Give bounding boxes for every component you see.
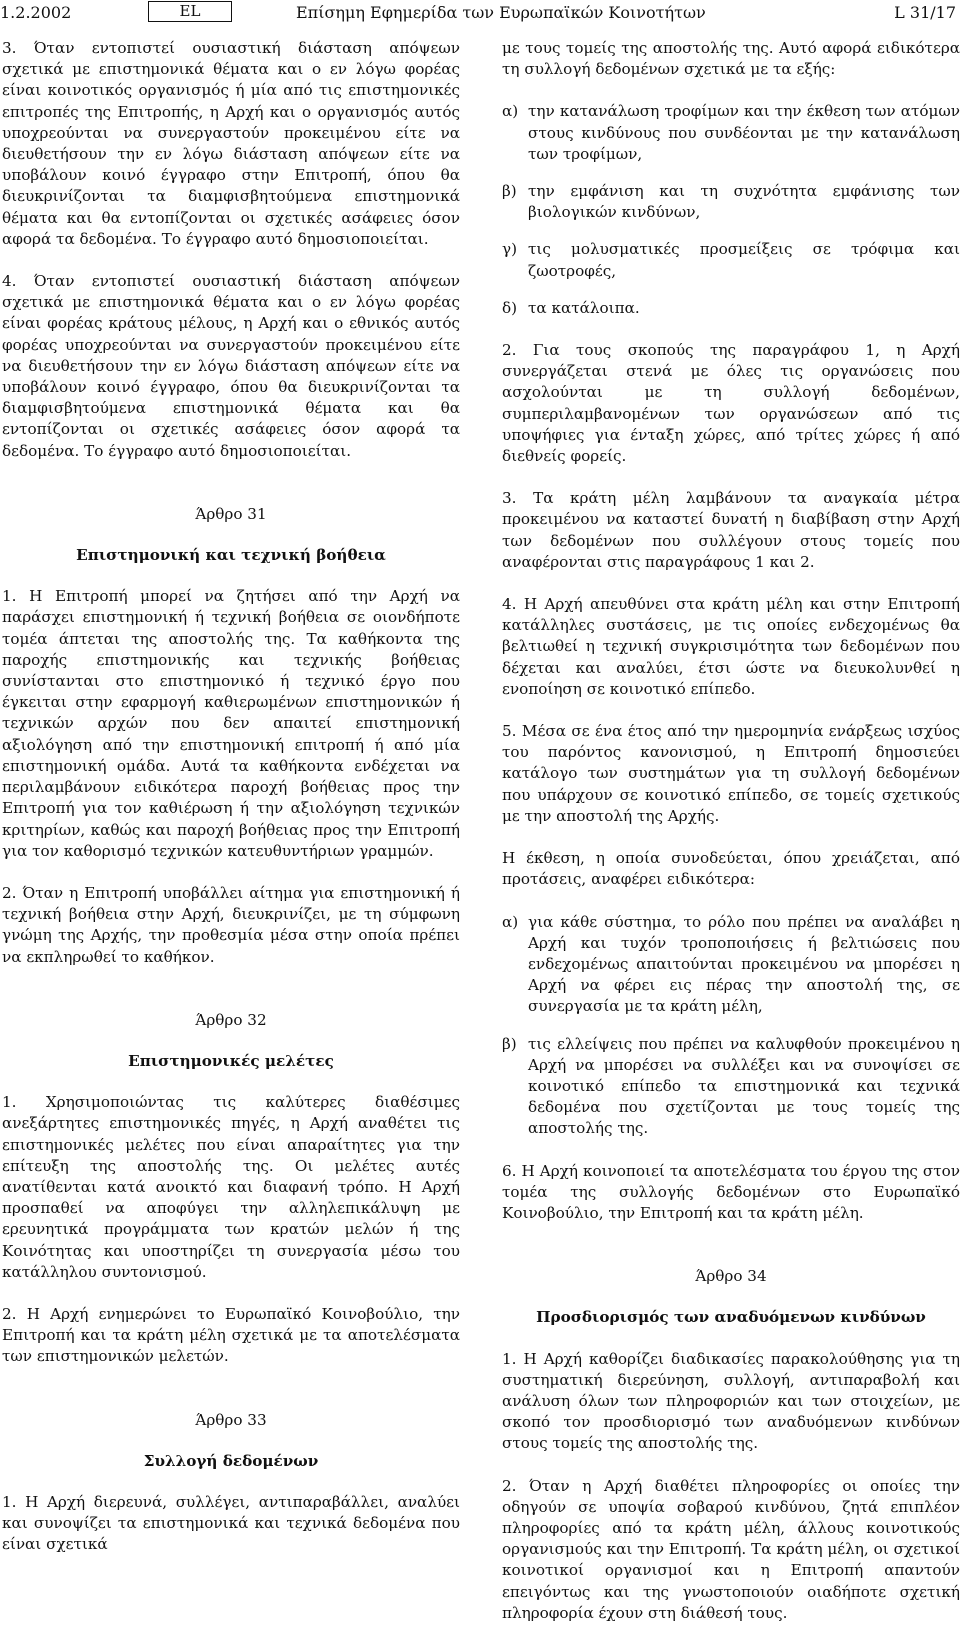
list-item [502,1034,960,1140]
right-column [502,38,960,1645]
journal-title: Επίσημη Εφημερίδα των Ευρωπαϊκών Κοινοτήτων [296,3,706,22]
article-31-title: Επιστημονική και τεχνική βοήθεια [76,546,386,565]
data-collection-list [502,101,960,319]
paragraph-33-4: 4. Η Αρχή απευθύνει στα κράτη μέλη και στην Επιτροπή κατάλληλες συστάσεις, με τις οποίες ενδεχομένως θα βελτιωθεί η τεχνική συγκρισιμότητα των δεδομένων που δέχεται και αναλύει, έτσι ώστε να διευκολυνθεί η ενοποίηση σε κοινοτικό επίπεδο. [502,595,960,698]
paragraph-33-6: 6. Η Αρχή κοινοποιεί τα αποτελέσματα του έργου της στον τομέα της συλλογής δεδομένων στο Ευρωπαϊκό Κοινοβούλιο, την Επιτροπή και τα κράτη μέλη. [502,1161,960,1222]
paragraph-30-3: 3. Όταν εντοπιστεί ουσιαστική διάσταση απόψεων σχετικά με επιστημονικά θέματα και ο εν λόγω φορέας είναι κοινοτικός οργανισμός ή μία από τις επιστημονικές επιτροπές της Επιτροπής, η Αρχή και ο οργανισμός αυτός υποχρεούνται να συνεργαστούν προκειμένου είτε να διευθετήσουν την εν λόγω διάσταση απόψεων είτε να υποβάλουν κοινό έγγραφο στην Επιτροπή, όπου θα διευκρινίζονται τα διαμφισβητούμενα επιστημονικά θέματα και θα εντοπίζονται οι σχετικές ασάφειες όσον αφορά τα δεδομένα. Το έγγραφο αυτό δημοσιοποιείται. [2,39,460,248]
article-34-title: Προσδιορισμός των αναδυόμενων κινδύνων [536,1308,926,1327]
list-item-text: τα κατάλοιπα. [528,298,640,317]
paragraph-33-1-continued: με τους τομείς της αποστολής της. Αυτό αφορά ειδικότερα τη συλλογή δεδομένων σχετικά με τα εξής: [502,39,960,79]
left-column [2,38,460,1577]
paragraph-33-2: 2. Για τους σκοπούς της παραγράφου 1, η Αρχή συνεργάζεται στενά με όλες τις οργανώσεις που ασχολούνται με τη συλλογή δεδομένων, συμπεριλαμβανομένων των οργανώσεων από τις υποψήφιες για ένταξη χώρες, από τρίτες χώρες ή από διεθνείς φορείς. [502,341,960,466]
issue-date: 1.2.2002 [0,3,72,22]
article-34-number: Άρθρο 34 [695,1267,767,1286]
paragraph-34-2: 2. Όταν η Αρχή διαθέτει πληροφορίες οι οποίες την οδηγούν σε υποψία σοβαρού κινδύνου, ζητά επιπλέον πληροφορίες από τα κράτη μέλη, άλλους κοινοτικούς οργανισμούς και την Επιτροπή. Τα κράτη μέλη, οι σχετικοί κοινοτικοί οργανισμοί και η Επιτροπή απαντούν επειγόντως και της γνωστοποιούν οιαδήποτε σχετική πληροφορία έχουν στη διάθεσή τους. [502,1476,960,1622]
list-item [502,101,960,165]
paragraph-32-1: 1. Χρησιμοποιώντας τις καλύτερες διαθέσιμες ανεξάρτητες επιστημονικές πηγές, η Αρχή αναθέτει τις επιστημονικές μελέτες που είναι απαραίτητες για την επίτευξη της αποστολής της. Οι μελέτες αυτές ανατίθενται κατά ανοικτό και διαφανή τρόπο. Η Αρχή προσπαθεί να αποφύγει την αλληλεπικάλυψη με ερευνητικά προγράμματα των κρατών μελών ή της Κοινότητας και υποστηρίζει τη συνεργασία μέσω του κατάλληλου συντονισμού. [2,1093,460,1281]
list-item [502,181,960,223]
report-list [502,912,960,1140]
page-reference: L 31/17 [894,3,956,22]
paragraph-33-1: 1. Η Αρχή διερευνά, συλλέγει, αντιπαραβάλλει, αναλύει και συνοψίζει τα επιστημονικά και τεχνικά δεδομένα που είναι σχετικά [2,1492,460,1554]
list-item-label: α) [502,912,519,931]
paragraph-32-2: 2. Η Αρχή ενημερώνει το Ευρωπαϊκό Κοινοβούλιο, την Επιτροπή και τα κράτη μέλη σχετικά με τα αποτελέσματα των επιστημονικών μελετών. [2,1304,460,1366]
paragraph-31-2: 2. Όταν η Επιτροπή υποβάλλει αίτημα για επιστημονική ή τεχνική βοήθεια στην Αρχή, διευκρινίζει, με τη σύμφωνη γνώμη της Αρχής, την προθεσμία μέσα στην οποία πρέπει να εκπληρωθεί το καθήκον. [2,883,460,966]
list-item-label: α) [502,102,519,121]
paragraph-33-3: 3. Τα κράτη μέλη λαμβάνουν τα αναγκαία μέτρα προκειμένου να καταστεί δυνατή η διαβίβαση στην Αρχή των δεδομένων που συλλέγουν στους τομείς που αναφέρονται στις παραγράφους 1 και 2. [502,489,960,571]
list-item-label: β) [502,1034,517,1053]
list-item-text: την κατανάλωση τροφίμων και την έκθεση των ατόμων στους κινδύνους που συνδέονται με την κατανάλωση των τροφίμων, [528,102,960,163]
paragraph-33-5: 5. Μέσα σε ένα έτος από την ημερομηνία ενάρξεως ισχύος του παρόντος κανονισμού, η Επιτροπή δημοσιεύει κατάλογο των συστημάτων για τη συλλογή δεδομένων που υπάρχουν σε κοινοτικό επίπεδο, σε τομείς σχετικούς με την αποστολή της Αρχής. [502,722,960,825]
list-item-text: για κάθε σύστημα, το ρόλο που πρέπει να αναλάβει η Αρχή και τυχόν τροποποιήσεις ή βελτιώσεις που ενδεχομένως απαιτούνται προκειμένου να μπορέσει η Αρχή να φέρει εις πέρας την αποστολή της, σε συνεργασία με τα κράτη μέλη, [528,912,960,1016]
list-item [502,298,960,319]
article-31-number: Άρθρο 31 [195,504,267,523]
paragraph-30-4: 4. Όταν εντοπιστεί ουσιαστική διάσταση απόψεων σχετικά με επιστημονικά θέματα και ο εν λόγω φορέας είναι φορέας κράτους μέλους, η Αρχή και ο εθνικός αυτός φορέας υποχρεούνται να συνεργαστούν προκειμένου είτε να διευθετήσουν την εν λόγω διάσταση απόψεων είτε να υποβάλουν κοινό έγγραφο, όπου θα διευκρινίζονται τα διαμφισβητούμενα επιστημονικά θέματα και θα εντοπίζονται οι σχετικές ασάφειες όσον αφορά τα δεδομένα. Το έγγραφο αυτό δημοσιοποιείται. [2,272,460,460]
list-item-text: την εμφάνιση και τη συχνότητα εμφάνισης των βιολογικών κινδύνων, [528,182,960,222]
list-item [502,912,960,1018]
list-item-label: δ) [502,298,518,317]
list-item [502,239,960,281]
article-32-number: Άρθρο 32 [195,1010,267,1029]
article-33-number: Άρθρο 33 [195,1410,267,1429]
language-box: EL [148,1,232,22]
report-intro: Η έκθεση, η οποία συνοδεύεται, όπου χρειάζεται, από προτάσεις, αναφέρει ειδικότερα: [502,849,960,889]
article-32-title: Επιστημονικές μελέτες [128,1051,334,1070]
list-item-label: γ) [502,240,518,259]
page-header [0,0,960,24]
article-33-title: Συλλογή δεδομένων [143,1451,319,1470]
list-item-label: β) [502,182,517,201]
paragraph-34-1: 1. Η Αρχή καθορίζει διαδικασίες παρακολούθησης για τη συστηματική διερεύνηση, συλλογή, αντιπαραβολή και ανάλυση όλων των πληροφοριών και των στοιχείων, με σκοπό τον προσδιορισμό των αναδυόμενων κινδύνων στους τομείς της αποστολής της. [502,1349,960,1453]
paragraph-31-1: 1. Η Επιτροπή μπορεί να ζητήσει από την Αρχή να παράσχει επιστημονική ή τεχνική βοήθεια σε οιονδήποτε τομέα άπτεται της αποστολής της. Τα καθήκοντα της παροχής επιστημονικής και τεχνικής βοήθειας συνίστανται στο επιστημονικό ή τεχνικό έργο που έγκειται στην εφαρμογή καθιερωμένων επιστημονικών ή τεχνικών αρχών που δεν απαιτεί επιστημονική αξιολόγηση από την επιστημονική επιτροπή ή από μία επιστημονική ομάδα. Αυτά τα καθήκοντα ενδέχεται να περιλαμβάνουν ειδικότερα παροχή βοήθειας προς την Επιτροπή για τον καθιέρωση ή την αξιολόγηση τεχνικών κριτηρίων, καθώς και παροχή βοήθειας προς την Επιτροπή για τον καθορισμό τεχνικών κατευθυντήριων γραμμών. [2,587,460,860]
list-item-text: τις ελλείψεις που πρέπει να καλυφθούν προκειμένου η Αρχή να μπορέσει να συλλέξει και να συνοψίσει σε κοινοτικό επίπεδο τα επιστημονικά και τεχνικά δεδομένα που σχετίζονται με τους τομείς της αποστολής της. [528,1034,960,1138]
list-item-text: τις μολυσματικές προσμείξεις σε τρόφιμα και ζωοτροφές, [528,240,960,280]
